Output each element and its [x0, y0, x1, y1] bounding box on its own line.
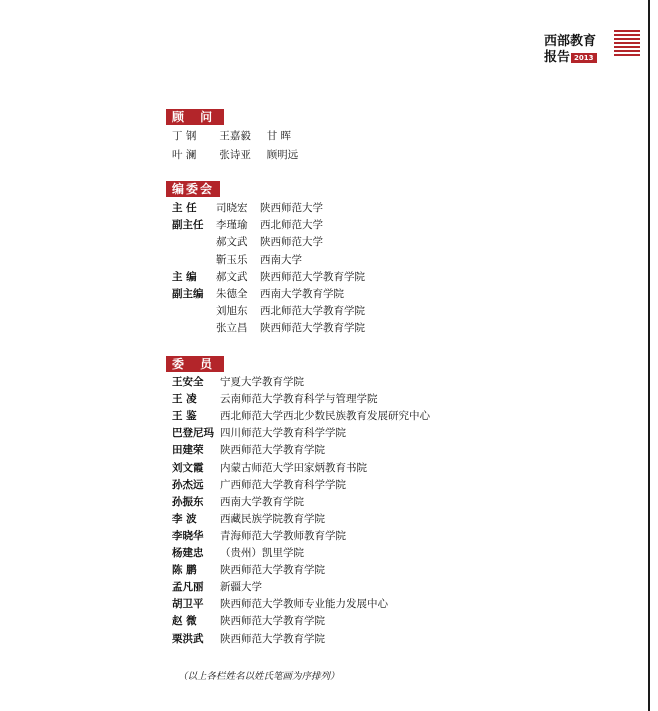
- advisors-row: [172, 129, 311, 144]
- member-row: [172, 597, 388, 612]
- member-name: 孙杰远: [172, 478, 204, 491]
- member-row: [172, 512, 325, 527]
- member-row: [172, 546, 304, 561]
- advisor-name: 王嘉毅: [219, 130, 251, 142]
- member-affiliation: 陕西师范大学教师专业能力发展中心: [220, 598, 388, 611]
- member-row: [172, 375, 304, 390]
- editorial-name: 朱德全: [216, 288, 248, 300]
- member-row: [172, 426, 346, 441]
- editorial-name: 郝文武: [216, 236, 248, 249]
- logo-line2: [544, 46, 597, 65]
- advisor-name: 张诗亚: [219, 149, 251, 161]
- member-name: 王 凌: [172, 393, 197, 406]
- editorial-affiliation: 陕西师范大学教育学院: [260, 270, 365, 283]
- member-row: [172, 443, 325, 458]
- member-affiliation: （贵州）凯里学院: [220, 547, 304, 559]
- member-row: [172, 409, 430, 424]
- member-affiliation: 广西师范大学教育科学学院: [220, 478, 346, 491]
- advisors-row: [172, 148, 311, 163]
- editorial-affiliation: 西南大学教育学院: [260, 288, 344, 300]
- member-affiliation: 内蒙古师范大学田家炳教育书院: [220, 461, 367, 474]
- logo-stripes-icon: [614, 30, 640, 60]
- editorial-row: [172, 321, 365, 336]
- editorial-row: [172, 270, 365, 285]
- editorial-name: 司晓宏: [216, 202, 248, 214]
- editorial-affiliation: 西北师范大学: [260, 219, 323, 232]
- member-affiliation: 云南师范大学教育科学与管理学院: [220, 393, 378, 406]
- advisor-name: 甘 晖: [266, 130, 292, 142]
- editorial-row: [172, 218, 323, 233]
- member-affiliation: 青海师范大学教师教育学院: [220, 529, 346, 542]
- report-logo: [544, 30, 644, 64]
- member-name: 李 波: [172, 512, 197, 525]
- editorial-row: [172, 287, 344, 302]
- member-affiliation: 宁夏大学教育学院: [220, 376, 304, 388]
- editorial-name: 李瑾瑜: [216, 219, 248, 232]
- member-row: [172, 563, 325, 578]
- member-row: [172, 580, 262, 595]
- editorial-role: 副主编: [172, 288, 204, 300]
- member-row: [172, 632, 325, 647]
- editorial-affiliation: 西北师范大学教育学院: [260, 305, 365, 318]
- editorial-affiliation: 西南大学: [260, 253, 302, 266]
- editorial-row: [172, 304, 365, 319]
- member-affiliation: 陕西师范大学教育学院: [220, 632, 325, 645]
- member-affiliation: 西北师范大学西北少数民族教育发展研究中心: [220, 410, 430, 423]
- logo-line1: 西部教育: [544, 34, 597, 49]
- member-name: 刘文霞: [172, 461, 204, 474]
- editorial-row: [172, 253, 302, 268]
- advisor-name: 顾明远: [266, 149, 299, 161]
- member-row: [172, 529, 346, 544]
- member-row: [172, 495, 304, 510]
- member-row: [172, 614, 325, 629]
- member-affiliation: 陕西师范大学教育学院: [220, 615, 325, 628]
- member-name: 田建荣: [172, 444, 204, 457]
- editorial-name: 张立昌: [216, 322, 248, 335]
- member-name: 杨建忠: [172, 547, 204, 559]
- member-name: 孙振东: [172, 495, 204, 508]
- member-name: 李晓华: [172, 529, 204, 542]
- logo-year-badge: 2013: [571, 53, 596, 63]
- member-affiliation: 新疆大学: [220, 581, 262, 594]
- member-row: [172, 392, 378, 407]
- editorial-affiliation: 陕西师范大学: [260, 202, 323, 214]
- member-row: [172, 461, 367, 476]
- editorial-role: 主 任: [172, 202, 197, 214]
- editorial-row: [172, 235, 323, 250]
- advisor-name: 丁 钢: [172, 130, 197, 142]
- editorial-name: 靳玉乐: [216, 253, 248, 266]
- member-affiliation: 西藏民族学院教育学院: [220, 512, 325, 525]
- editorial-affiliation: 陕西师范大学: [260, 236, 323, 249]
- editorial-heading: 编委会: [166, 181, 220, 197]
- member-name: 栗洪武: [172, 632, 204, 645]
- members-heading: 委 员: [166, 356, 224, 372]
- member-name: 王 鉴: [172, 410, 197, 423]
- member-row: [172, 478, 346, 493]
- member-affiliation: 西南大学教育学院: [220, 495, 304, 508]
- member-name: 胡卫平: [172, 598, 204, 611]
- editorial-name: 郝文武: [216, 270, 248, 283]
- member-affiliation: 陕西师范大学教育学院: [220, 444, 325, 457]
- advisor-name: 叶 澜: [172, 149, 197, 161]
- member-name: 巴登尼玛: [172, 427, 214, 440]
- member-affiliation: 四川师范大学教育科学学院: [220, 427, 346, 440]
- advisors-heading: 顾 问: [166, 109, 224, 125]
- editorial-row: [172, 201, 323, 216]
- editorial-role: 主 编: [172, 270, 197, 283]
- logo-line2-text: 报告: [544, 50, 571, 65]
- member-affiliation: 陕西师范大学教育学院: [220, 564, 325, 577]
- editorial-name: 刘旭东: [216, 305, 248, 318]
- ordering-note: （以上各栏姓名以姓氏笔画为序排列）: [178, 671, 340, 682]
- page-edge-rule: [648, 0, 650, 711]
- member-name: 孟凡丽: [172, 581, 204, 594]
- member-name: 陈 鹏: [172, 564, 197, 577]
- member-name: 王安全: [172, 376, 204, 388]
- member-name: 赵 微: [172, 615, 197, 628]
- editorial-role: 副主任: [172, 219, 204, 232]
- editorial-affiliation: 陕西师范大学教育学院: [260, 322, 365, 335]
